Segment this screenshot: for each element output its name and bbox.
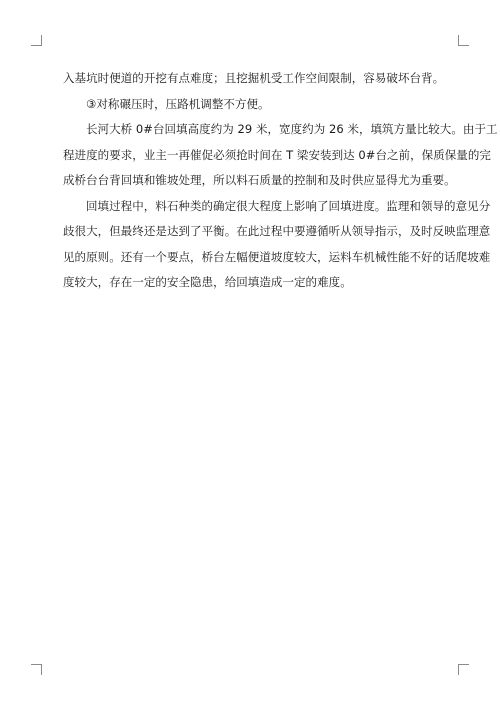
text-line: 程进度的要求，业主一再催促必须抢时间在 T 梁安装到达 0#台之前，保质保量的完 [63, 147, 491, 162]
text-line: 回填过程中，料石种类的确定很大程度上影响了回填进度。监理和领导的意见分 [86, 198, 491, 213]
text-line: 入基坑时便道的开挖有点难度；且挖掘机受工作空间限制，容易破坏台背。 [63, 71, 445, 85]
text-line: 长河大桥 0#台回填高度约为 29 米，宽度约为 26 米，填筑方量比较大。由于工 [86, 122, 498, 136]
crop-mark-top-left [31, 35, 42, 46]
crop-mark-bottom-left [31, 664, 42, 675]
crop-mark-bottom-right [458, 664, 469, 675]
text-line: 歧很大，但最终还是达到了平衡。在此过程中要遵循听从领导指示，及时反映监理意 [63, 224, 491, 238]
text-line: ③对称碾压时，压路机调整不方便。 [86, 96, 270, 111]
text-line: 成桥台台背回填和锥坡处理，所以料石质量的控制和及时供应显得尤为重要。 [63, 173, 456, 187]
text-line: 见的原则。还有一个要点，桥台左幅便道坡度较大，运料车机械性能不好的话爬坡难 [63, 249, 491, 264]
document-body [63, 66, 498, 296]
crop-mark-top-right [458, 35, 469, 46]
text-line: 度较大，存在一定的安全隐患，给回填造成一定的难度。 [63, 275, 352, 289]
